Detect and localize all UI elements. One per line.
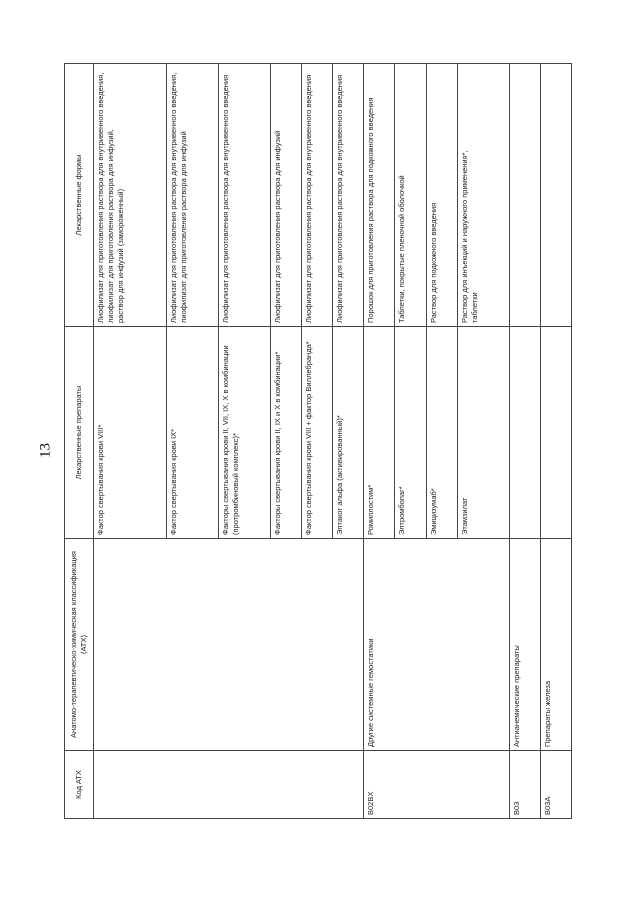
header-code: Код АТХ — [65, 751, 94, 819]
rotated-table-frame — [64, 64, 572, 819]
form-text: таблетки — [469, 292, 479, 323]
table-row — [94, 64, 167, 819]
form-text: Лиофилизат для приготовления раствора для внутривенного введения, — [96, 72, 105, 323]
forms-cell — [218, 64, 270, 327]
form-text: лиофилизат для приготовления раствора для инфузий — [178, 131, 188, 323]
code-cell: B03 — [509, 751, 540, 819]
forms-cell — [540, 64, 571, 327]
forms-cell — [94, 64, 167, 327]
drug-cell: Эмицизумаб* — [426, 327, 457, 539]
drug-cell: Эптаког альфа (активированный)* — [333, 327, 364, 539]
code-cell — [94, 751, 364, 819]
classification-cell: Препараты железа — [540, 539, 571, 751]
classification-cell — [94, 539, 364, 751]
table-container — [64, 64, 572, 819]
header-drugs: Лекарственные препараты — [65, 327, 94, 539]
form-text: Лиофилизат для приготовления раствора для внутривенного введения — [303, 74, 313, 323]
table-row — [364, 64, 395, 819]
table-row — [509, 64, 540, 819]
table-header-row — [65, 64, 94, 819]
drug-cell: Ромиплостим* — [364, 327, 395, 539]
form-text: Лиофилизат для приготовления раствора для внутривенного введения, — [168, 72, 178, 323]
classification-cell: Антианемические препараты — [509, 539, 540, 751]
forms-cell — [301, 64, 332, 327]
drug-cell: Фактор свертывания крови VIII + фактор Виллебранда* — [301, 327, 332, 539]
form-text: Лиофилизат для приготовления раствора для внутривенного введения — [335, 74, 345, 323]
form-text: Лиофилизат для приготовления раствора для инфузий — [272, 130, 282, 323]
forms-cell — [457, 64, 509, 327]
forms-cell — [426, 64, 457, 327]
header-classification: Анатомо-терапевтическо-химическая классификация (АТХ) — [65, 539, 94, 751]
forms-cell — [509, 64, 540, 327]
forms-cell — [166, 64, 218, 327]
drug-table — [64, 63, 572, 819]
drug-cell: Фактор свертывания крови IX* — [166, 327, 218, 539]
drug-cell — [540, 327, 571, 539]
drug-cell: Этамзилат — [457, 327, 509, 539]
code-cell: B02BX — [364, 751, 509, 819]
header-forms: Лекарственные формы — [65, 64, 94, 327]
drug-cell: Факторы свертывания крови II, VII, IX, X в комбинации (протромбиновый комплекс)* — [218, 327, 270, 539]
forms-cell — [333, 64, 364, 327]
drug-cell — [509, 327, 540, 539]
form-text: лиофилизат для приготовления раствора для инфузий, — [106, 129, 116, 323]
forms-cell — [270, 64, 301, 327]
table-row — [540, 64, 571, 819]
drug-cell: Факторы свертывания крови II, IX и X в комбинации* — [270, 327, 301, 539]
drug-cell: Фактор свертывания крови VIII* — [94, 327, 167, 539]
form-text: раствор для инфузий (замороженный) — [116, 188, 126, 323]
form-text: Раствор для подкожного введения — [428, 202, 438, 323]
form-text: Раствор для инъекций и наружного применения*, — [459, 150, 469, 323]
form-text: Лиофилизат для приготовления раствора для внутривенного введения — [220, 74, 230, 323]
code-cell: B03A — [540, 751, 571, 819]
form-text: Порошок для приготовления раствора для подкожного введения — [366, 97, 376, 323]
classification-cell: Другие системные гемостатики — [364, 539, 509, 751]
forms-cell — [395, 64, 426, 327]
page-number: 13 — [37, 443, 54, 458]
drug-cell: Элтромбопаг* — [395, 327, 426, 539]
forms-cell — [364, 64, 395, 327]
form-text: Таблетки, покрытые пленочной оболочкой — [397, 175, 407, 323]
